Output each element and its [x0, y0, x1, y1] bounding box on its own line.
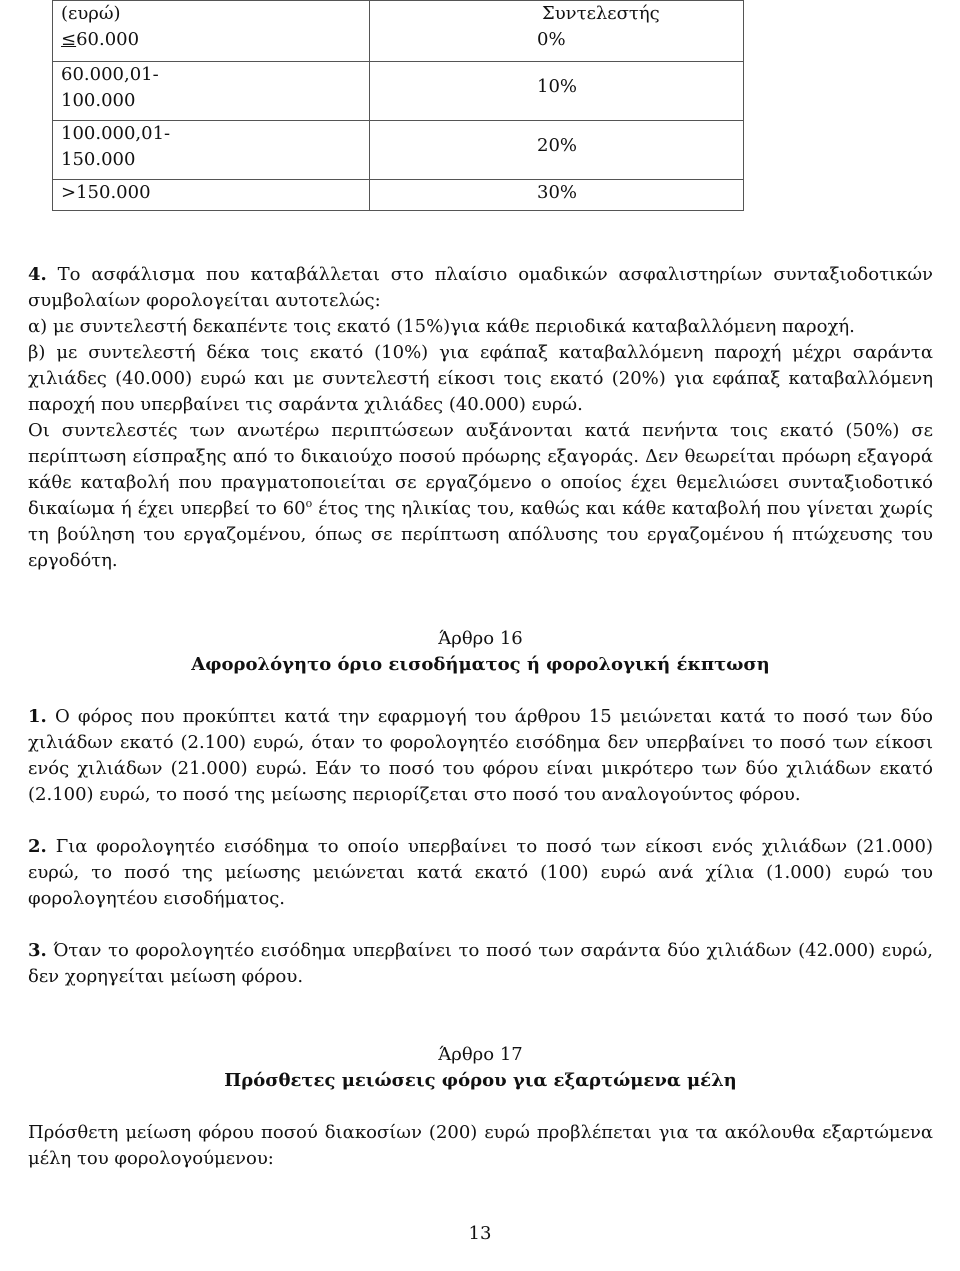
article-17-title: Πρόσθετες μειώσεις φόρου για εξαρτώμενα μέλη: [224, 1070, 737, 1091]
table-cell-range: [53, 180, 370, 211]
paragraph-number: 4.: [28, 264, 47, 285]
paragraph-4-a: α) με συντελεστή δεκαπέντε τοις εκατό (15%)για κάθε περιοδικά καταβαλλόμενη παροχή.: [28, 316, 855, 337]
table-cell-rate: [370, 1, 744, 62]
article-16-paragraph-2: 2. Για φορολογητέο εισόδημα το οποίο υπερβαίνει το ποσό των είκοσι ενός χιλιάδων (21.000) ευρώ, το ποσό της μείωσης μειώνεται κατά εκατό (100) ευρώ ανά χίλια (1.000) ευρώ του φορολογητέου εισοδήματος.: [28, 836, 933, 909]
paragraph-4-intro: 4. Το ασφάλισμα που καταβάλλεται στο πλαίσιο ομαδικών ασφαλιστηρίων συνταξιοδοτικών συμβολαίων φορολογείται αυτοτελώς:: [28, 264, 933, 311]
rate-value: 0%: [537, 29, 566, 50]
article-16-paragraph-1: 1. Ο φόρος που προκύπτει κατά την εφαρμογή του άρθρου 15 μειώνεται κατά το ποσό των δύο χιλιάδων εκατό (2.100) ευρώ, όταν το φορολογητέο εισόδημα δεν υπερβαίνει το ποσό των είκοσι ενός χιλιάδων (21.000) ευρώ. Εάν το ποσό του φόρου είναι μικρότερο των δύο χιλιάδων εκατό (2.100) ευρώ, το ποσό της μείωσης περιορίζεται στο ποσό του αναλογούντος φόρου.: [28, 706, 933, 805]
page-number: 13: [468, 1223, 492, 1244]
tax-rate-table: [52, 0, 744, 211]
table-row: [53, 121, 744, 180]
table-cell-rate: [370, 180, 744, 211]
header-euro: (ευρώ): [61, 3, 121, 24]
table-cell-range: [53, 121, 370, 180]
paragraph-4-b: β) με συντελεστή δέκα τοις εκατό (10%) για εφάπαξ καταβαλλόμενη παροχή μέχρι σαράντα χιλιάδες (40.000) ευρώ και με συντελεστή είκοσι τοις εκατό (20%) για εφάπαξ καταβαλλόμενη παροχή που υπερβαίνει τις σαράντα χιλιάδες (40.000) ευρώ.: [28, 342, 933, 415]
article-16-title: Αφορολόγητο όριο εισοδήματος ή φορολογική έκπτωση: [191, 654, 770, 675]
range-line: 60.000,01-: [61, 64, 159, 85]
table-row: [53, 1, 744, 62]
range-line: >150.000: [61, 182, 151, 203]
rate-value: 20%: [537, 135, 578, 156]
document-body: [28, 262, 933, 1172]
article-16-heading: Άρθρο 16: [438, 628, 523, 649]
table-row: [53, 180, 744, 211]
article-16-paragraph-3: 3. Όταν το φορολογητέο εισόδημα υπερβαίνει το ποσό των σαράντα δύο χιλιάδων (42.000) ευρώ, δεν χορηγείται μείωση φόρου.: [28, 940, 933, 987]
article-17-heading: Άρθρο 17: [438, 1044, 523, 1065]
range-line: 100.000: [61, 90, 136, 111]
superscript-o: ο: [305, 497, 313, 510]
table-cell-rate: [370, 62, 744, 121]
paragraph-4-increase: Οι συντελεστές των ανωτέρω περιπτώσεων αυξάνονται κατά πενήντα τοις εκατό (50%) σε περίπτωση είσπραξης από το δικαιούχο ποσού πρόωρης εξαγοράς. Δεν θεωρείται πρόωρη εξαγορά κάθε καταβολή που πραγματοποιείται σε εργαζόμενο ο οποίος έχει θεμελιώσει συνταξιοδοτικό δικαίωμα ή έχει υπερβεί το $60^o$ έτος της ηλικίας του, καθώς και κάθε καταβολή που γίνεται χωρίς τη βούληση του εργαζομένου, όπως σε περίπτωση απόλυσης του εργαζομένου ή πτώχευσης του εργοδότη.: [28, 420, 933, 571]
table-cell-range: [53, 1, 370, 62]
table-cell-rate: [370, 121, 744, 180]
header-rate: Συντελεστής: [542, 3, 660, 24]
table-cell-range: [53, 62, 370, 121]
rate-value: 10%: [537, 76, 578, 97]
article-17-paragraph-1: Πρόσθετη μείωση φόρου ποσού διακοσίων (200) ευρώ προβλέπεται για τα ακόλουθα εξαρτώμενα μέλη του φορολογούμενου:: [28, 1122, 933, 1169]
range-value: 60.000: [76, 29, 140, 50]
rate-value: 30%: [537, 182, 578, 203]
table-row: [53, 62, 744, 121]
range-le-symbol: ≤: [61, 29, 77, 50]
range-line: 150.000: [61, 149, 136, 170]
range-line: 100.000,01-: [61, 123, 171, 144]
